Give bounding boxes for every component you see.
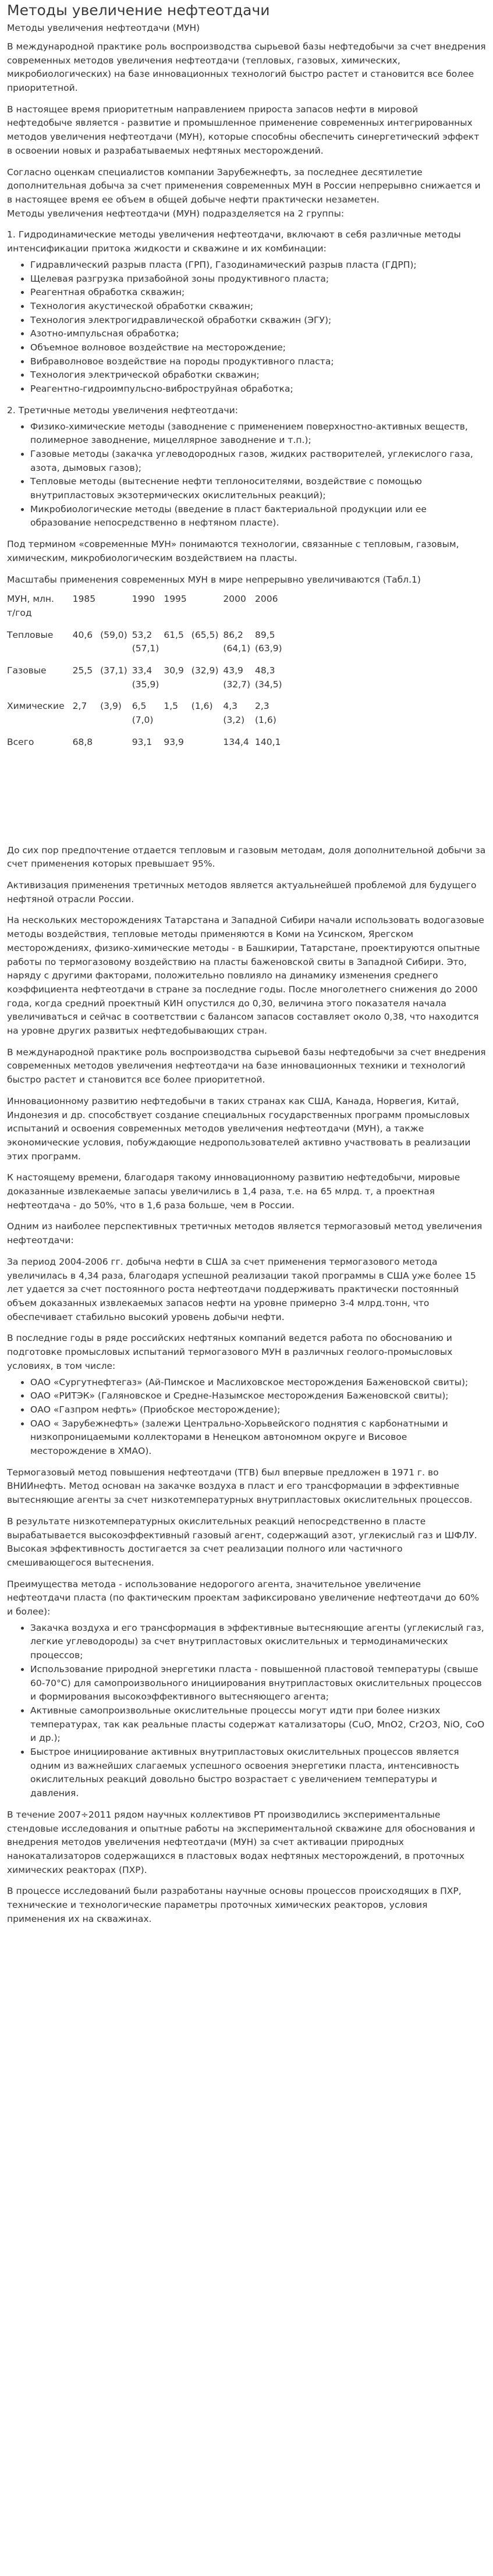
list-item: • Реагентная обработка скважин; <box>30 286 486 300</box>
list-item: • Технология акустической обработки скважин; <box>30 300 486 314</box>
body-paragraph: Одним из наиболее перспективных третичных методов является термогазовый метод увеличения нефтеотдачи: <box>7 1221 483 1246</box>
zarubezhneft-paragraph: Согласно оценкам специалистов компании Зарубежнефть, за последнее десятилетие дополнительная добыча за счет применения современных МУН в России непрерывно снижается и в настоящее время ее объем в общей добыче нефти практически незаметен. <box>7 166 481 205</box>
list-item: • Закачка воздуха и его трансформация в эффективные вытесняющие агенты (углекислый газ, легкие углеводороды) за счет внутрипластовых окислительных и термодинамических процессов; <box>30 1621 486 1663</box>
body-paragraph: Инновационному развитию нефтедобычи в таких странах как США, Канада, Норвегия, Китай, Индонезия и др. способствует создание специальных государственных программ промысловых испытаний и освоения современных методов увеличения нефтеотдачи (МУН), а также экономические условия, побуждающие недропользователей активно участвовать в реализации этих программ. <box>7 1095 471 1162</box>
body-paragraph: Активизация применения третичных методов является актуальнейшей проблемой для будущего нефтяной отрасли России. <box>7 880 477 904</box>
list-item: • Использование природной энергетики пласта - повышенной пластовой температуры (свыше 60-70°С) для самопроизвольного инициирования внутрипластовых окислительных процессов и формирования высокоэффективного вытесняющего агента; <box>30 1663 486 1704</box>
list-item: • Вибраволновое воздействие на породы продуктивного пласта; <box>30 355 486 369</box>
row-label-cell: Тепловые <box>7 629 54 640</box>
table-cell: 4,3 (3,2) <box>223 701 245 726</box>
blank-space <box>7 774 486 844</box>
body-paragraph: В международной практике роль воспроизводства сырьевой базы нефтедобычи за счет внедрения современных методов увеличения нефтеотдачи на базе инновационных техники и технологий быстро растет и становится все более приоритетной. <box>7 1046 486 1085</box>
list-item: • Физико-химические методы (заводнение с применением поверхностно-активных веществ, полимерное заводнение, мицеллярное заводнение и т.п.); <box>30 420 486 448</box>
group2-title: 2. Третичные методы увеличения нефтеотдачи: <box>7 405 238 416</box>
intro-paragraph-1: В международной практике роль воспроизводства сырьевой базы нефтедобычи за счет внедрения современных методов увеличения нефтеотдачи (тепловых, газовых, химических, микробиологических) на базе инновационных технологий быстро растет и становится все более приоритетной. <box>7 41 486 94</box>
mun-stats-table <box>7 592 287 757</box>
table-cell: 86,2 (64,1) <box>223 629 250 654</box>
table-cell: (1,6) <box>191 701 213 712</box>
table-cell: 30,9 <box>164 665 184 676</box>
table-cell <box>191 736 224 758</box>
table-cell: 68,8 <box>72 736 93 747</box>
list-item: • Газовые методы (закачка углеводородных газов, жидких растворителей, углекислого газа, азота, дымовых газов); <box>30 448 486 475</box>
table-cell: 1,5 <box>164 701 178 712</box>
body-paragraph: К настоящему времени, благодаря такому инновационному развитию нефтедобычи, мировые доказанные извлекаемые запасы увеличились в 1,4 раза, т.е. на 65 млрд. т, а проектная нефтеотдача - до 50%, что в 1,6 раза больше, чем в России. <box>7 1172 460 1211</box>
list-item: • Быстрое инициирование активных внутрипластовых окислительных процессов является одним из важнейших слагаемых успешного освоения энергетики пласта, интенсивность окислительных реакций довольно быстро возрастает с увеличением температуры и давления. <box>30 1745 486 1801</box>
modern-mun-paragraph: Под термином «современные МУН» понимаются технологии, связанные с тепловым, газовым, химическим, микробиологическим воздействием на пласты. <box>7 539 459 563</box>
row-label-cell: Газовые <box>7 665 47 676</box>
table-row <box>7 700 287 735</box>
groups-intro: Методы увеличения нефтеотдачи (МУН) подразделяется на 2 группы: <box>7 208 345 219</box>
table-cell: 2006 <box>255 594 278 605</box>
intro-paragraph-2: В настоящее время приоритетным направлением прироста запасов нефти в мировой нефтедобыче является - развитие и промышленное применение современных интегрированных методов увеличения нефтеотдачи (МУН), которые способны обеспечить синергетический эффект в освоении новых и разрабатываемых нефтяных месторождений. <box>7 104 480 156</box>
list-item: • Азотно-импульсная обработка; <box>30 327 486 341</box>
subtitle: Методы увеличения нефтеотдачи (МУН) <box>7 23 200 34</box>
list-item: • ОАО «Газпром нефть» (Приобское месторождение); <box>30 1403 486 1417</box>
list-item: • Объемное волновое воздействие на месторождение; <box>30 341 486 355</box>
table-row <box>7 629 287 664</box>
page-title: Методы увеличение нефтеотдачи <box>7 2 270 19</box>
table-cell: 2,7 <box>72 701 87 712</box>
final-paragraph: В течение 2007÷2011 рядом научных коллективов РТ производились экспериментальные стендовые исследования и опытные работы на экспериментальной скважине для обоснования и внедрения методов увеличения нефтеотдачи (МУН) за счет активации природных нанокатализаторов содержащихся в пластовых водах нефтяных месторождений, в проточных химических реакторах (ПХР). <box>7 1809 476 1875</box>
table-cell: 6,5 (7,0) <box>132 701 154 726</box>
table-cell: 48,3 (34,5) <box>255 665 282 690</box>
table-row <box>7 664 287 700</box>
row-label-cell: Всего <box>7 736 34 747</box>
list-item: • Тепловые методы (вытеснение нефти теплоносителями, воздействие с помощью внутрипластовых экзотермических окислительных реакций); <box>30 475 486 502</box>
companies-intro: В последние годы в ряде российских нефтяных компаний ведется работа по обоснованию и подготовке промысловых испытаний термогазового МУН в различных геолого-промысловых условиях, в том числе: <box>7 1333 453 1371</box>
list-item: • Микробиологические методы (введение в пласт бактериальной продукции или ее образование непосредственно в нефтяном пласте). <box>30 503 486 530</box>
table-cell: 25,5 <box>72 665 93 676</box>
table-cell: (32,9) <box>191 665 219 676</box>
group1-list <box>7 258 486 396</box>
list-item: • ОАО « Зарубежнефть» (залежи Центрально-Хорьвейского поднятия с карбонатными и низкопроницаемыми коллекторами в Ненецком автономном округе и Висовое месторождение в ХМАО). <box>30 1417 486 1459</box>
list-item: • Технология электрической обработки скважин; <box>30 368 486 382</box>
advantages-intro: Преимущества метода - использование недорогого агента, значительное увеличение нефтеотдачи пласта (по фактическим проектам зафиксировано увеличение нефтеотдачи до 60% и более): <box>7 1578 480 1617</box>
row-label-cell: МУН, млн. т/год <box>7 594 54 618</box>
table-cell: 1985 <box>72 594 96 605</box>
companies-list <box>7 1376 486 1459</box>
list-item: • Активные самопроизвольные окислительные процессы могут идти при более низких температурах, так как реальные пласты содержат катализаторы (CuO, MnO2, Cr2O3, NiO, CoO и др.); <box>30 1704 486 1745</box>
table-cell: (37,1) <box>100 665 127 676</box>
list-item: • Щелевая разгрузка призабойной зоны продуктивного пласта; <box>30 272 486 286</box>
table-cell: 1995 <box>164 594 187 605</box>
table-cell: 2000 <box>223 594 246 605</box>
table-cell: 53,2 (57,1) <box>132 629 159 654</box>
body-paragraph: На нескольких месторождениях Татарстана и Западной Сибири начали использовать водогазовые методы воздействия, тепловые методы применяются в Коми на Усинском, Ярегском месторождениях, физико-химические методы - в Башкирии, Татарстане, проектируются опытные работы по термогазовому воздействию на пласты баженовской свиты в Западной Сибири. Это, наряду с другими факторами, положительно повлияло на динамику изменения среднего коэффициента нефтеотдачи в стране за последние годы. После многолетнего снижения до 2000 года, когда средний проектный КИН опустился до 0,30, величина этого показателя начала увеличиваться и сейчас в соответствии с балансом запасов составляет около 0,38, что находится на уровне других развитых нефтедобывающих стран. <box>7 915 484 1037</box>
table-header-row <box>7 592 287 628</box>
list-item: • Гидравлический разрыв пласта (ГРП), Газодинамический разрыв пласта (ГДРП); <box>30 258 486 272</box>
body-paragraph: До сих пор предпочтение отдается тепловым и газовым методам, доля дополнительной добычи за счет применения которых превышает 95%. <box>7 845 486 870</box>
tgv-paragraph: В результате низкотемпературных окислительных реакций непосредственно в пласте вырабатывается высокоэффективный газовый агент, содержащий азот, углекислый газ и ШФЛУ. Высокая эффективность достигается за счет реализации полного или частичного смешивающегося вытеснения. <box>7 1516 477 1568</box>
table-cell: (59,0) <box>100 629 127 640</box>
row-label-cell: Химические <box>7 701 65 712</box>
table-cell: (3,9) <box>100 701 122 712</box>
table-cell: 89,5 (63,9) <box>255 629 282 654</box>
table-cell <box>100 736 132 758</box>
group1-title: 1. Гидродинамические методы увеличения нефтеотдачи, включают в себя различные методы интенсификации притока жидкости и скважине и их комбинации: <box>7 229 461 254</box>
table-cell <box>191 592 224 628</box>
table-cell: 61,5 <box>164 629 184 640</box>
group2-list <box>7 420 486 531</box>
table-cell: 93,9 <box>164 736 184 747</box>
list-item: • Технология электрогидравлической обработки скважин (ЭГУ); <box>30 314 486 328</box>
table-cell: 33,4 (35,9) <box>132 665 159 690</box>
body-paragraph: За период 2004-2006 гг. добыча нефти в США за счет применения термогазового метода увеличилась в 4,34 раза, благодаря успешной реализации такой программы в США уже более 15 лет удается за счет постоянного роста нефтеотдачи поддерживать практически постоянный объем доказанных извлекаемых запасов нефти на уровне примерно 3-4 млрд.тонн, что обеспечивает стабильно высокий уровень добычи нефти. <box>7 1256 476 1322</box>
table-cell: 140,1 <box>255 736 281 747</box>
table-cell: 2,3 (1,6) <box>255 701 276 726</box>
table-row <box>7 736 287 758</box>
table-cell: 40,6 <box>72 629 93 640</box>
table-cell: 93,1 <box>132 736 152 747</box>
list-item: • ОАО «Сургутнефтегаз» (Ай-Пимское и Маслиховское месторождения Баженовской свиты); <box>30 1376 486 1390</box>
table-cell: 134,4 <box>223 736 249 747</box>
final-paragraph: В процессе исследований были разработаны научные основы процессов происходящих в ПХР, технические и технологические параметры проточных химических реакторов, условия применения их на скважинах. <box>7 1886 462 1924</box>
list-item: • ОАО «РИТЭК» (Галяновское и Средне-Назымское месторождения Баженовской свиты); <box>30 1389 486 1403</box>
table-cell: 43,9 (32,7) <box>223 665 250 690</box>
list-item: • Реагентно-гидроимпульсно-виброструйная обработка; <box>30 382 486 396</box>
table-cell <box>100 592 132 628</box>
table-intro: Масштабы применения современных МУН в мире непрерывно увеличиваются (Табл.1) <box>7 574 421 585</box>
tgv-paragraph: Термогазовый метод повышения нефтеотдачи (ТГВ) был впервые предложен в 1971 г. во ВНИИнефть. Метод основан на закачке воздуха в пласт и его трансформации в эффективные вытесняющие агенты за счет низкотемпературных внутрипластовых окислительных процессов. <box>7 1467 473 1506</box>
table-cell: 1990 <box>132 594 155 605</box>
advantages-list <box>7 1621 486 1801</box>
table-cell: (65,5) <box>191 629 219 640</box>
